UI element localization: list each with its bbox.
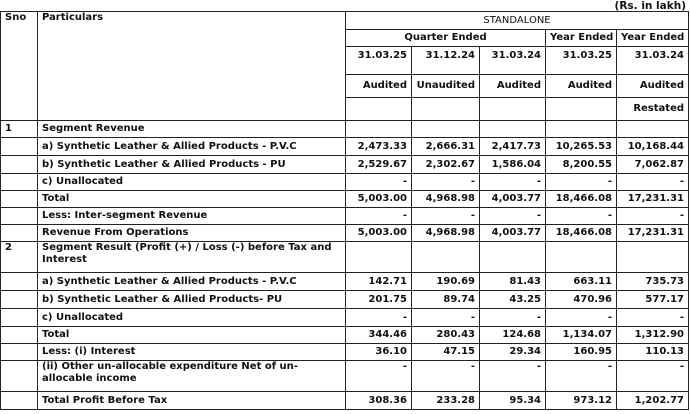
value-cell: 110.13 [617,344,689,361]
value-cell: 160.95 [546,344,617,361]
segment-results-table [0,11,689,410]
value-cell: - [480,309,546,327]
sno-header: Sno [1,12,38,121]
quarter-ended-header: Quarter Ended [346,30,546,47]
value-cell: 470.96 [546,291,617,309]
sno-cell [1,309,38,327]
value-cell: 233.28 [412,392,480,410]
value-cell: 10,265.53 [546,138,617,156]
value-cell: 2,417.73 [480,138,546,156]
value-cell: 344.46 [346,327,412,344]
table-row [1,273,689,291]
table-row [1,191,689,208]
value-cell: 2,666.31 [412,138,480,156]
table-row [1,174,689,191]
value-cell: 10,168.44 [617,138,689,156]
value-cell: 2,529.67 [346,156,412,174]
audit-cell: Audited [546,75,617,98]
value-cell: - [617,174,689,191]
audit-cell: Audited [617,75,689,98]
value-cell: - [617,309,689,327]
sno-cell [1,291,38,309]
header-row-1 [1,12,689,30]
table-row [1,309,689,327]
value-cell: 18,466.08 [546,191,617,208]
value-cell: 81.43 [480,273,546,291]
value-cell: - [346,208,412,225]
value-cell: 2,473.33 [346,138,412,156]
sno-cell: 2 [1,242,38,273]
value-cell: - [412,208,480,225]
sno-cell [1,174,38,191]
particulars-cell: a) Synthetic Leather & Allied Products - P.V.C [38,138,346,156]
value-cell: 4,003.77 [480,225,546,242]
table-row [1,291,689,309]
value-cell [617,121,689,138]
sno-cell [1,361,38,392]
particulars-cell: Total Profit Before Tax [38,392,346,410]
table-row [1,344,689,361]
sno-cell [1,156,38,174]
standalone-header: STANDALONE [346,12,689,30]
value-cell: 1,312.90 [617,327,689,344]
sno-cell [1,191,38,208]
value-cell [346,121,412,138]
value-cell: - [346,174,412,191]
value-cell: 201.75 [346,291,412,309]
value-cell: 5,003.00 [346,191,412,208]
table-row [1,361,689,392]
audit-cell: Audited [480,75,546,98]
value-cell: 36.10 [346,344,412,361]
value-cell [480,121,546,138]
table-row [1,242,689,273]
value-cell: 8,200.55 [546,156,617,174]
date-cell: 31.03.25 [546,47,617,75]
value-cell: 43.25 [480,291,546,309]
table-row [1,225,689,242]
value-cell: - [546,208,617,225]
table-row [1,156,689,174]
particulars-cell: Less: (i) Interest [38,344,346,361]
table-row [1,138,689,156]
value-cell: 280.43 [412,327,480,344]
value-cell: - [412,309,480,327]
audit-cell: Unaudited [412,75,480,98]
value-cell: - [480,174,546,191]
value-cell [412,121,480,138]
value-cell [346,242,412,273]
year-ended-header-1: Year Ended [546,30,617,47]
value-cell: 5,003.00 [346,225,412,242]
value-cell: 89.74 [412,291,480,309]
value-cell: 29.34 [480,344,546,361]
sno-cell [1,327,38,344]
value-cell: 1,586.04 [480,156,546,174]
value-cell: 18,466.08 [546,225,617,242]
year-ended-header-2: Year Ended [617,30,689,47]
sno-cell [1,208,38,225]
particulars-cell: Total [38,327,346,344]
particulars-cell: b) Synthetic Leather & Allied Products- PU [38,291,346,309]
empty-cell [546,98,617,121]
value-cell: - [346,361,412,392]
value-cell: 47.15 [412,344,480,361]
value-cell: - [412,361,480,392]
value-cell [412,242,480,273]
particulars-cell: b) Synthetic Leather & Allied Products - PU [38,156,346,174]
empty-cell [346,98,412,121]
value-cell: - [480,208,546,225]
value-cell [617,242,689,273]
particulars-cell: Segment Revenue [38,121,346,138]
date-cell: 31.03.25 [346,47,412,75]
sno-cell [1,225,38,242]
sno-cell [1,392,38,410]
sno-cell [1,344,38,361]
value-cell: - [546,174,617,191]
restated-cell: Restated [617,98,689,121]
table-row [1,208,689,225]
units-label: (Rs. in lakh) [614,0,686,12]
empty-cell [412,98,480,121]
value-cell: 4,003.77 [480,191,546,208]
audit-cell: Audited [346,75,412,98]
value-cell: - [546,309,617,327]
table-row [1,327,689,344]
value-cell: 308.36 [346,392,412,410]
particulars-header: Particulars [38,12,346,121]
value-cell: - [346,309,412,327]
value-cell [546,121,617,138]
value-cell: - [412,174,480,191]
value-cell [546,242,617,273]
sno-cell: 1 [1,121,38,138]
value-cell: 735.73 [617,273,689,291]
value-cell: 95.34 [480,392,546,410]
value-cell: 663.11 [546,273,617,291]
sno-cell [1,138,38,156]
value-cell: 2,302.67 [412,156,480,174]
particulars-cell: (ii) Other un-allocable expenditure Net of un-allocable income [38,361,346,392]
value-cell: 142.71 [346,273,412,291]
value-cell: 7,062.87 [617,156,689,174]
value-cell: 973.12 [546,392,617,410]
particulars-cell: Revenue From Operations [38,225,346,242]
date-cell: 31.03.24 [617,47,689,75]
particulars-cell: c) Unallocated [38,309,346,327]
value-cell: 17,231.31 [617,225,689,242]
particulars-cell: Total [38,191,346,208]
value-cell: 1,202.77 [617,392,689,410]
particulars-cell: Less: Inter-segment Revenue [38,208,346,225]
value-cell: 1,134.07 [546,327,617,344]
value-cell: 124.68 [480,327,546,344]
value-cell: - [546,361,617,392]
table-row [1,121,689,138]
value-cell [480,242,546,273]
particulars-cell: c) Unallocated [38,174,346,191]
sno-cell [1,273,38,291]
particulars-cell: Segment Result (Profit (+) / Loss (-) before Tax and Interest [38,242,346,273]
particulars-cell: a) Synthetic Leather & Allied Products - P.V.C [38,273,346,291]
value-cell: 17,231.31 [617,191,689,208]
value-cell: 577.17 [617,291,689,309]
value-cell: 4,968.98 [412,225,480,242]
empty-cell [480,98,546,121]
table-row [1,392,689,410]
value-cell: - [480,361,546,392]
value-cell: - [617,361,689,392]
value-cell: 190.69 [412,273,480,291]
date-cell: 31.12.24 [412,47,480,75]
value-cell: 4,968.98 [412,191,480,208]
value-cell: - [617,208,689,225]
date-cell: 31.03.24 [480,47,546,75]
